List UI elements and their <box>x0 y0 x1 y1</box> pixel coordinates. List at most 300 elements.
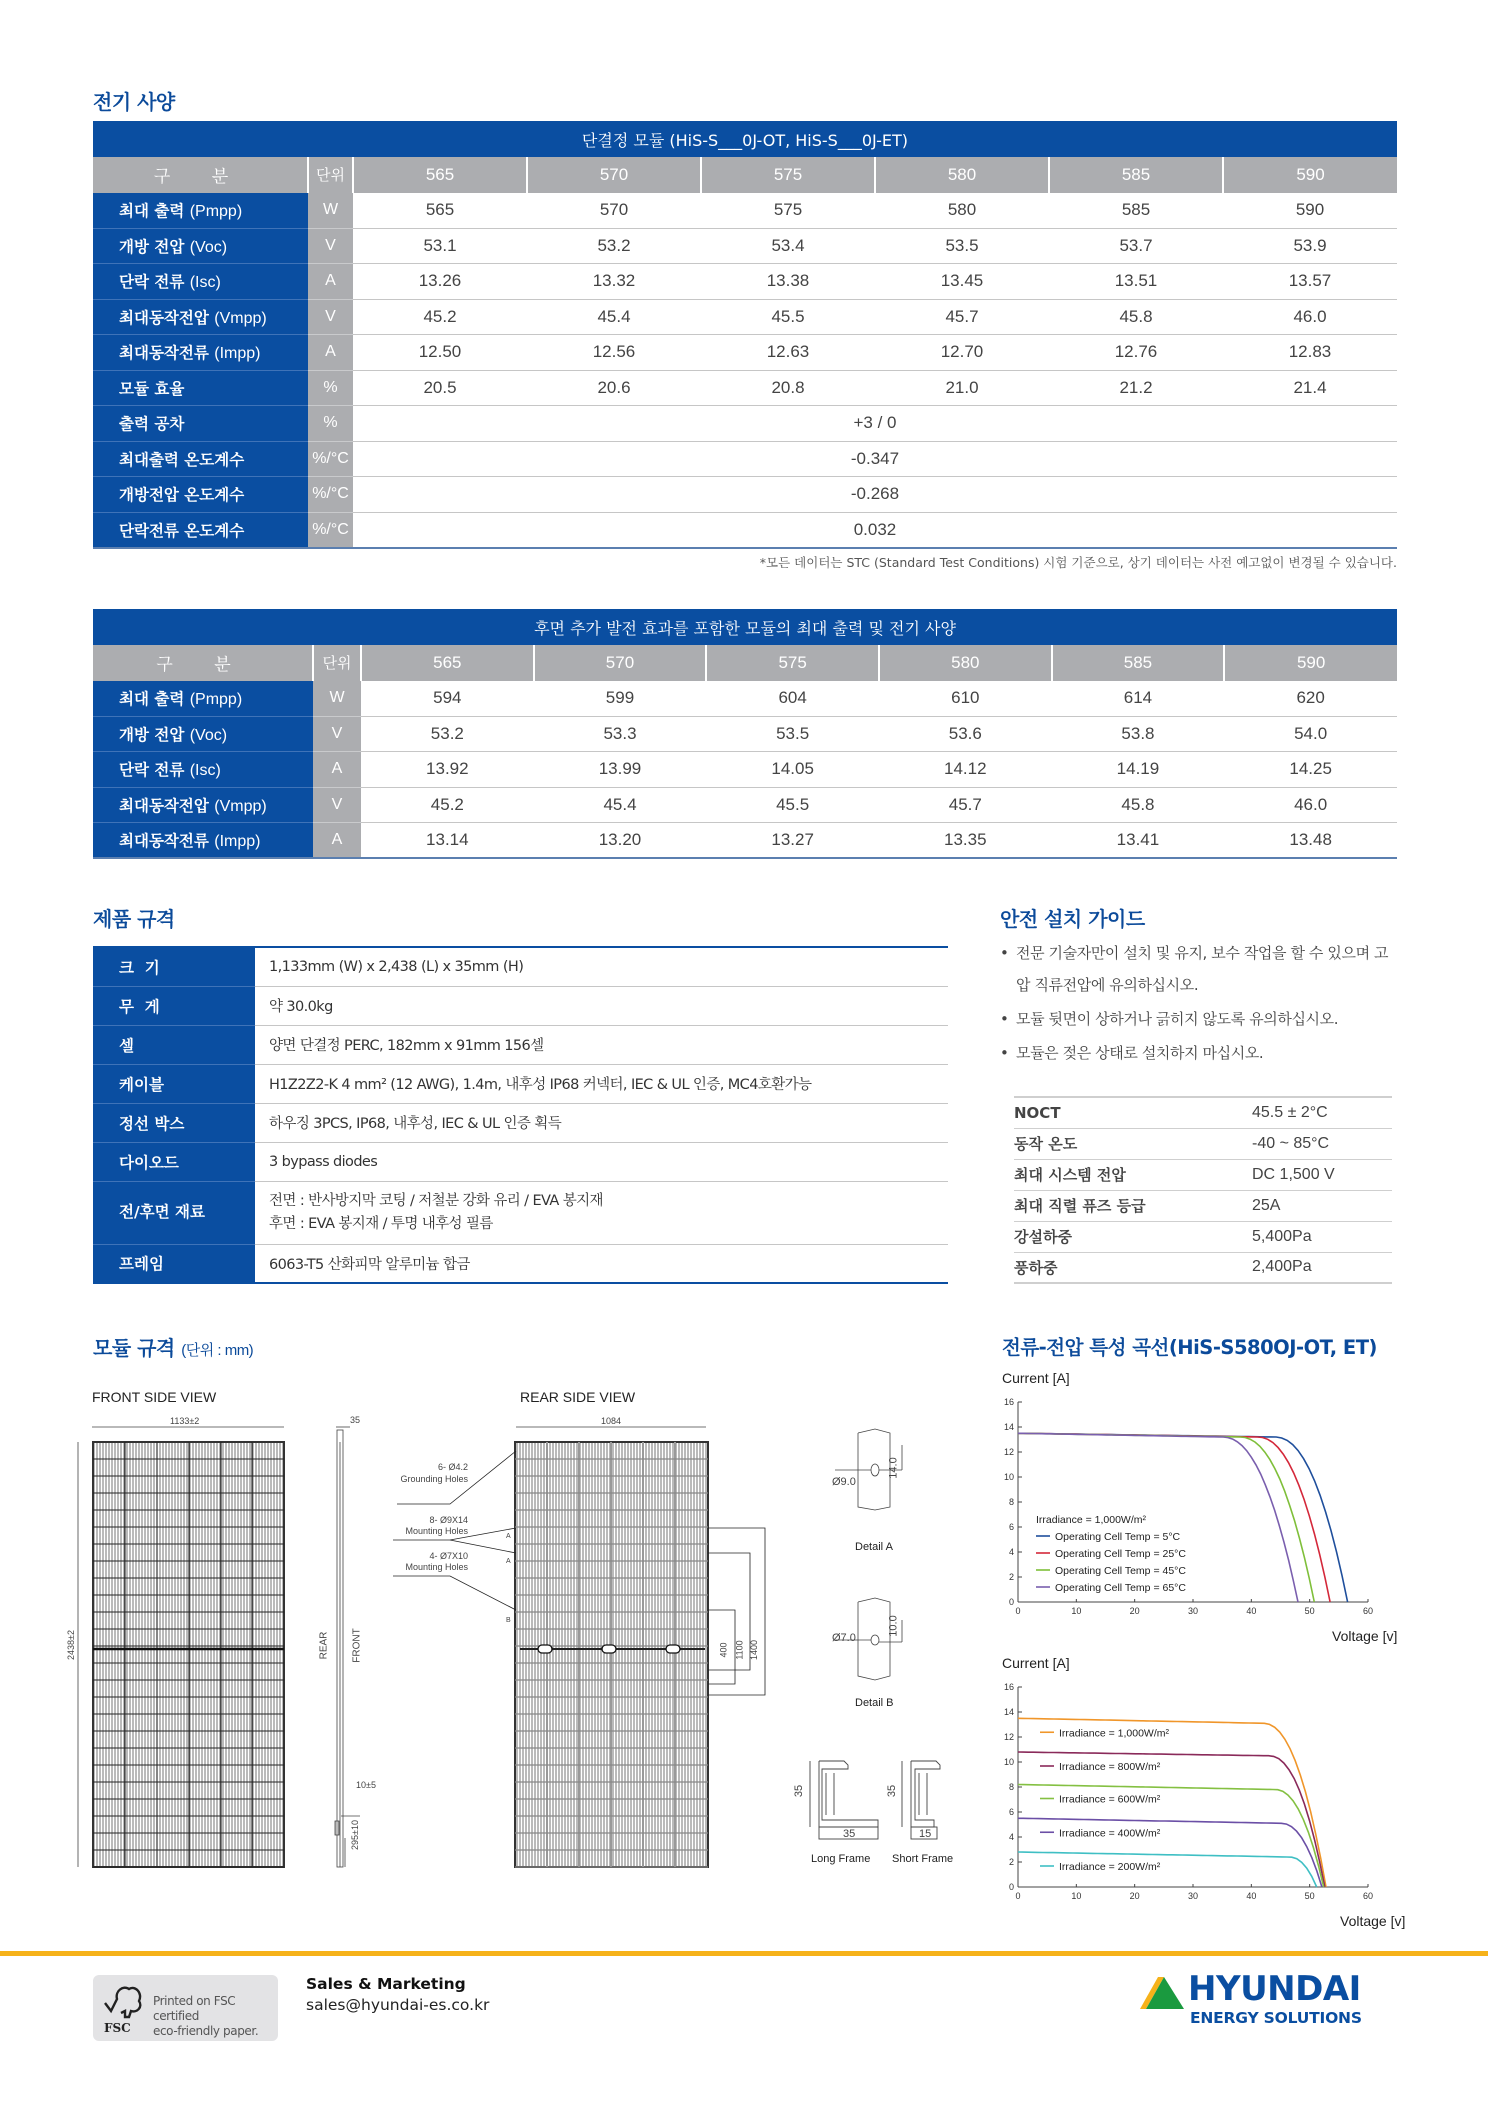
fsc-text-line2: eco-friendly paper. <box>153 2024 259 2038</box>
row-value: 45.7 <box>875 299 1049 335</box>
mount2-label: Mounting Holes <box>405 1562 468 1572</box>
row-value: 53.8 <box>1052 716 1225 752</box>
svg-text:12: 12 <box>1003 1447 1014 1457</box>
row-value: 21.4 <box>1223 370 1397 406</box>
safety-spec-table <box>1014 1096 1392 1284</box>
fsc-text-line1: Printed on FSC certified <box>153 1994 236 2023</box>
svg-text:2: 2 <box>1008 1572 1014 1582</box>
svg-text:16: 16 <box>1003 1682 1014 1692</box>
safety-value: DC 1,500 V <box>1252 1159 1392 1190</box>
fsc-badge <box>93 1975 278 2041</box>
header-category: 구 분 <box>93 645 313 681</box>
product-row <box>93 1025 948 1064</box>
module-drawing <box>60 1410 1000 1880</box>
cable-offset-dim: 10±5 <box>356 1780 376 1790</box>
module-drawing-title-text: 모듈 규격 <box>93 1336 175 1360</box>
row-value: 575 <box>701 193 875 229</box>
row-label-en: (Isc) <box>189 762 221 780</box>
chart1-xlabel: Voltage [v] <box>1332 1628 1398 1644</box>
product-key: 전/후면 재료 <box>93 1181 255 1244</box>
svg-text:Irradiance = 1,000W/m²: Irradiance = 1,000W/m² <box>1036 1514 1147 1526</box>
spec-row-merged <box>93 512 1397 548</box>
bifacial-spec-table <box>93 609 1397 859</box>
row-value: 590 <box>1223 193 1397 229</box>
row-value: 13.57 <box>1223 264 1397 300</box>
row-label-ko: 단락 전류 <box>119 761 185 780</box>
row-value: 53.5 <box>706 716 879 752</box>
table-banner: 후면 추가 발전 효과를 포함한 모듈의 최대 출력 및 전기 사양 <box>93 609 1397 645</box>
header-model: 575 <box>706 645 879 681</box>
detail-b-dia: Ø7.0 <box>832 1632 856 1644</box>
row-unit: %/°C <box>308 477 353 513</box>
iv-curve-title: 전류-전압 특성 곡선(HiS-S580OJ-OT, ET) <box>1002 1336 1377 1359</box>
row-label: 단락전류 온도계수 <box>93 512 308 548</box>
product-value: 양면 단결정 PERC, 182mm x 91mm 156셀 <box>255 1025 948 1064</box>
product-row <box>93 1103 948 1142</box>
svg-text:Irradiance = 1,000W/m²: Irradiance = 1,000W/m² <box>1059 1727 1170 1740</box>
rear-panel-drawing <box>393 1427 765 1867</box>
svg-text:30: 30 <box>1187 1891 1199 1901</box>
row-value: 13.27 <box>706 823 879 859</box>
row-value: -0.268 <box>353 477 1397 513</box>
rear-view-label: REAR SIDE VIEW <box>520 1389 636 1405</box>
row-unit: % <box>308 370 353 406</box>
row-value: 21.0 <box>875 370 1049 406</box>
row-label-ko: 최대동작전류 <box>119 344 209 363</box>
product-value: 3 bypass diodes <box>255 1142 948 1181</box>
front-width-dim: 1133±2 <box>170 1416 200 1426</box>
product-value-line1: 전면 : 반사방지막 코팅 / 저철분 강화 유리 / EVA 봉지재 <box>269 1192 603 1209</box>
svg-text:20: 20 <box>1129 1891 1140 1901</box>
row-label-en: (Voc) <box>189 238 228 256</box>
row-label-ko: 최대동작전류 <box>119 832 209 850</box>
row-value: -0.347 <box>353 441 1397 477</box>
long-frame-label: Long Frame <box>811 1853 871 1865</box>
svg-text:4: 4 <box>1008 1832 1014 1842</box>
product-key: 케이블 <box>93 1064 255 1103</box>
detail-b-len: 10.0 <box>887 1615 900 1637</box>
row-unit: A <box>313 752 361 788</box>
row-label-ko: 최대 출력 <box>119 690 185 708</box>
row-value: 53.2 <box>527 228 701 264</box>
iv-irradiance-chart <box>1000 1677 1410 1922</box>
row-value: 14.05 <box>706 752 879 788</box>
row-label-en: (Impp) <box>214 833 261 850</box>
row-value: 53.5 <box>875 228 1049 264</box>
row-value: 570 <box>527 193 701 229</box>
row-value: 585 <box>1049 193 1223 229</box>
front-height-dim: 2438±2 <box>65 1630 76 1660</box>
spec-row-merged <box>93 477 1397 513</box>
row-value: 12.63 <box>701 335 875 371</box>
header-model: 570 <box>534 645 707 681</box>
product-key: 정선 박스 <box>93 1103 255 1142</box>
svg-text:2: 2 <box>1008 1857 1014 1867</box>
safety-row <box>1014 1159 1392 1190</box>
svg-text:Irradiance = 200W/m²: Irradiance = 200W/m² <box>1059 1861 1161 1873</box>
safety-bullet: • 모듈 뒷면이 상하거나 긁히지 않도록 유의하십시오. <box>1000 1003 1400 1035</box>
safety-value: 25A <box>1252 1190 1392 1221</box>
row-value: 53.1 <box>353 228 527 264</box>
row-unit: V <box>313 716 361 752</box>
row-value: 20.5 <box>353 370 527 406</box>
header-model: 580 <box>879 645 1052 681</box>
row-label-en: (Voc) <box>189 726 228 744</box>
svg-text:10: 10 <box>1071 1891 1082 1901</box>
row-label-en: (Vmpp) <box>214 309 267 327</box>
rear-width-dim: 1084 <box>601 1416 622 1426</box>
safety-value: -40 ~ 85°C <box>1252 1128 1392 1159</box>
product-spec-title: 제품 규격 <box>93 907 175 931</box>
brand-subtitle: ENERGY SOLUTIONS <box>1190 2009 1362 2027</box>
spec-row <box>93 299 1397 335</box>
chart1-ylabel: Current [A] <box>1002 1370 1070 1386</box>
row-value: +3 / 0 <box>353 406 1397 442</box>
footer-accent-line <box>0 1951 1488 1956</box>
row-label-en: (Vmpp) <box>214 797 267 815</box>
header-unit: 단위 <box>313 645 361 681</box>
row-label-ko: 최대동작전압 <box>119 796 209 815</box>
module-drawing-title <box>93 1332 253 1361</box>
svg-text:Operating Cell Temp = 25°C: Operating Cell Temp = 25°C <box>1055 1548 1186 1560</box>
row-unit: V <box>308 299 353 335</box>
product-row <box>93 1142 948 1181</box>
product-row <box>93 947 948 986</box>
svg-text:Irradiance = 800W/m²: Irradiance = 800W/m² <box>1059 1761 1161 1773</box>
row-value: 53.6 <box>879 716 1052 752</box>
row-value: 53.7 <box>1049 228 1223 264</box>
svg-text:60: 60 <box>1362 1606 1374 1616</box>
unit-note: (단위 : mm) <box>181 1342 254 1359</box>
row-unit: %/°C <box>308 512 353 548</box>
svg-text:10: 10 <box>1003 1757 1014 1767</box>
row-value: 13.26 <box>353 264 527 300</box>
row-unit: A <box>308 264 353 300</box>
safety-guide-list <box>1000 937 1400 1069</box>
spec-row-merged <box>93 406 1397 442</box>
svg-text:40: 40 <box>1246 1606 1257 1616</box>
row-value: 45.2 <box>353 299 527 335</box>
svg-text:Irradiance = 400W/m²: Irradiance = 400W/m² <box>1059 1827 1161 1840</box>
safety-key: 최대 직렬 퓨즈 등급 <box>1014 1190 1252 1221</box>
row-value: 45.4 <box>534 787 707 823</box>
svg-text:Operating Cell Temp = 65°C: Operating Cell Temp = 65°C <box>1055 1582 1186 1594</box>
spec-row <box>93 264 1397 300</box>
fsc-tree-icon <box>101 1981 145 2035</box>
long-frame-w: 35 <box>843 1828 856 1840</box>
row-label <box>93 823 313 859</box>
detail-a-len: 14.0 <box>887 1457 900 1479</box>
row-value: 54.0 <box>1224 716 1397 752</box>
row-value: 12.70 <box>875 335 1049 371</box>
safety-value: 45.5 ± 2°C <box>1252 1097 1392 1128</box>
product-row <box>93 1064 948 1103</box>
header-model: 565 <box>353 157 527 193</box>
product-key: 셀 <box>93 1025 255 1064</box>
header-model: 580 <box>875 157 1049 193</box>
row-label-ko: 개방 전압 <box>119 725 185 744</box>
row-label: 최대출력 온도계수 <box>93 441 308 477</box>
spacing-400: 400 <box>718 1642 729 1658</box>
header-category: 구 분 <box>93 157 308 193</box>
svg-text:Operating Cell Temp = 45°C: Operating Cell Temp = 45°C <box>1055 1565 1186 1577</box>
svg-text:6: 6 <box>1008 1522 1014 1532</box>
row-unit: V <box>308 228 353 264</box>
svg-text:0: 0 <box>1015 1891 1021 1901</box>
product-spec-table <box>93 946 948 1284</box>
row-value: 45.4 <box>527 299 701 335</box>
spec-row <box>93 228 1397 264</box>
product-value: 약 30.0kg <box>255 986 948 1025</box>
row-value: 53.4 <box>701 228 875 264</box>
row-value: 620 <box>1224 681 1397 717</box>
row-label-ko: 최대 출력 <box>119 202 185 220</box>
spec-row <box>93 370 1397 406</box>
row-label <box>93 370 308 406</box>
row-value: 14.12 <box>879 752 1052 788</box>
row-value: 13.92 <box>361 752 534 788</box>
row-label-en: (Impp) <box>214 345 261 363</box>
header-model: 570 <box>527 157 701 193</box>
fsc-mark: FSC <box>104 2021 131 2035</box>
brand-name: HYUNDAI <box>1188 1969 1361 2009</box>
row-value: 13.51 <box>1049 264 1223 300</box>
row-value: 46.0 <box>1223 299 1397 335</box>
safety-key: 최대 시스템 전압 <box>1014 1159 1252 1190</box>
safety-key: NOCT <box>1014 1097 1252 1128</box>
hyundai-triangle-icon <box>1140 1975 1188 2009</box>
row-value: 45.2 <box>361 787 534 823</box>
spec-row <box>93 823 1397 859</box>
product-value-line2: 후면 : EVA 봉지재 / 투명 내후성 필름 <box>269 1215 493 1232</box>
row-value: 53.9 <box>1223 228 1397 264</box>
row-label <box>93 335 308 371</box>
row-value: 13.32 <box>527 264 701 300</box>
row-label: 출력 공차 <box>93 406 308 442</box>
row-unit: % <box>308 406 353 442</box>
product-value: 6063-T5 산화피막 알루미늄 합금 <box>255 1244 948 1283</box>
row-label: 개방전압 온도계수 <box>93 477 308 513</box>
safety-row <box>1014 1252 1392 1283</box>
row-value: 13.20 <box>534 823 707 859</box>
row-unit: %/°C <box>308 441 353 477</box>
detail-b-label: Detail B <box>855 1697 894 1709</box>
row-value: 13.14 <box>361 823 534 859</box>
marker-a: A <box>506 1533 511 1540</box>
row-value: 14.25 <box>1224 752 1397 788</box>
svg-text:Operating Cell Temp = 5°C: Operating Cell Temp = 5°C <box>1055 1531 1181 1543</box>
row-value: 53.3 <box>534 716 707 752</box>
row-value: 20.6 <box>527 370 701 406</box>
row-label <box>93 752 313 788</box>
product-key: 무 게 <box>93 986 255 1025</box>
row-value: 12.83 <box>1223 335 1397 371</box>
safety-value: 2,400Pa <box>1252 1252 1392 1283</box>
row-label <box>93 716 313 752</box>
row-value: 13.38 <box>701 264 875 300</box>
cable-length-dim: 295±10 <box>349 1820 360 1850</box>
row-label-ko: 모듈 효율 <box>119 379 185 398</box>
row-value: 20.8 <box>701 370 875 406</box>
product-key: 크 기 <box>93 947 255 986</box>
side-front-label: FRONT <box>351 1628 363 1663</box>
mount2-spec: 4- Ø7X10 <box>429 1551 468 1561</box>
safety-row <box>1014 1097 1392 1128</box>
product-row <box>93 1244 948 1283</box>
electrical-spec-table <box>93 121 1397 549</box>
product-row <box>93 986 948 1025</box>
row-unit: W <box>313 681 361 717</box>
row-unit: A <box>308 335 353 371</box>
svg-text:50: 50 <box>1304 1606 1315 1616</box>
row-value: 46.0 <box>1224 787 1397 823</box>
contact-title: Sales & Marketing <box>306 1975 466 1993</box>
svg-text:8: 8 <box>1008 1497 1014 1507</box>
mount1-spec: 8- Ø9X14 <box>429 1515 468 1525</box>
svg-text:6: 6 <box>1008 1807 1014 1817</box>
safety-row <box>1014 1190 1392 1221</box>
electrical-spec-title: 전기 사양 <box>93 90 175 114</box>
grounding-label: Grounding Holes <box>400 1474 468 1484</box>
side-thickness-dim: 35 <box>350 1415 361 1425</box>
row-value: 599 <box>534 681 707 717</box>
row-label <box>93 264 308 300</box>
row-value: 14.19 <box>1052 752 1225 788</box>
row-value: 21.2 <box>1049 370 1223 406</box>
front-panel-drawing <box>78 1427 284 1867</box>
chart2-ylabel: Current [A] <box>1002 1655 1070 1671</box>
row-label-ko: 최대동작전압 <box>119 308 209 327</box>
row-value: 45.8 <box>1052 787 1225 823</box>
product-value: 1,133mm (W) x 2,438 (L) x 35mm (H) <box>255 947 948 986</box>
product-value: H1Z2Z2-K 4 mm² (12 AWG), 1.4m, 내후성 IP68 커넥터, IEC & UL 인증, MC4호환가능 <box>255 1064 948 1103</box>
row-label <box>93 228 308 264</box>
side-rear-label: REAR <box>318 1631 330 1660</box>
row-value: 13.48 <box>1224 823 1397 859</box>
chart2-xlabel: Voltage [v] <box>1340 1913 1406 1929</box>
svg-text:50: 50 <box>1304 1891 1315 1901</box>
row-unit: A <box>313 823 361 859</box>
product-key: 다이오드 <box>93 1142 255 1181</box>
safety-row <box>1014 1128 1392 1159</box>
spacing-1100: 1100 <box>734 1640 745 1660</box>
spec-row <box>93 335 1397 371</box>
svg-text:14: 14 <box>1003 1707 1014 1717</box>
row-value: 45.5 <box>701 299 875 335</box>
spec-row <box>93 193 1397 229</box>
svg-text:10: 10 <box>1071 1606 1082 1616</box>
product-key: 프레임 <box>93 1244 255 1283</box>
row-label-ko: 개방 전압 <box>119 237 185 256</box>
row-value: 45.5 <box>706 787 879 823</box>
stc-note: *모든 데이터는 STC (Standard Test Conditions) 시험 기준으로, 상기 데이터는 사전 예고없이 변경될 수 있습니다. <box>759 555 1397 570</box>
svg-text:4: 4 <box>1008 1547 1014 1557</box>
svg-text:14: 14 <box>1003 1422 1014 1432</box>
svg-text:60: 60 <box>1362 1891 1374 1901</box>
row-value: 12.50 <box>353 335 527 371</box>
product-value <box>255 1181 948 1244</box>
row-value: 604 <box>706 681 879 717</box>
grounding-spec: 6- Ø4.2 <box>437 1462 468 1472</box>
header-model: 585 <box>1049 157 1223 193</box>
row-label <box>93 193 308 229</box>
row-value: 594 <box>361 681 534 717</box>
header-unit: 단위 <box>308 157 353 193</box>
spec-row <box>93 681 1397 717</box>
marker-a: A <box>506 1558 511 1565</box>
row-label <box>93 299 308 335</box>
safety-row <box>1014 1221 1392 1252</box>
row-label-ko: 단락 전류 <box>119 273 185 292</box>
safety-key: 동작 온도 <box>1014 1128 1252 1159</box>
marker-b: B <box>506 1617 511 1624</box>
header-model: 575 <box>701 157 875 193</box>
svg-text:8: 8 <box>1008 1782 1014 1792</box>
spacing-1400: 1400 <box>749 1639 760 1661</box>
row-value: 53.2 <box>361 716 534 752</box>
row-value: 610 <box>879 681 1052 717</box>
row-value: 13.41 <box>1052 823 1225 859</box>
contact-email[interactable]: sales@hyundai-es.co.kr <box>306 1996 490 2014</box>
header-model: 565 <box>361 645 534 681</box>
mount1-label: Mounting Holes <box>405 1526 468 1536</box>
svg-text:16: 16 <box>1003 1397 1014 1407</box>
safety-bullet: • 전문 기술자만이 설치 및 유지, 보수 작업을 할 수 있으며 고압 직류전압에 유의하십시오. <box>1000 937 1400 1001</box>
row-value: 0.032 <box>353 512 1397 548</box>
row-value: 614 <box>1052 681 1225 717</box>
row-value: 13.99 <box>534 752 707 788</box>
short-frame-w: 15 <box>919 1828 932 1840</box>
header-model: 590 <box>1223 157 1397 193</box>
row-value: 13.35 <box>879 823 1052 859</box>
svg-text:12: 12 <box>1003 1732 1014 1742</box>
iv-temp-chart <box>1000 1392 1410 1637</box>
header-model: 590 <box>1224 645 1397 681</box>
safety-key: 강설하중 <box>1014 1221 1252 1252</box>
detail-a-dia: Ø9.0 <box>832 1476 856 1488</box>
product-row <box>93 1181 948 1244</box>
row-value: 13.45 <box>875 264 1049 300</box>
safety-key: 풍하중 <box>1014 1252 1252 1283</box>
row-unit: W <box>308 193 353 229</box>
table-banner: 단결정 모듈 (HiS-S___0J-OT, HiS-S___0J-ET) <box>93 121 1397 157</box>
front-view-label: FRONT SIDE VIEW <box>92 1389 217 1405</box>
row-label <box>93 681 313 717</box>
svg-text:Irradiance = 600W/m²: Irradiance = 600W/m² <box>1059 1793 1161 1806</box>
row-label-en: (Isc) <box>189 274 221 292</box>
spec-row <box>93 752 1397 788</box>
row-value: 45.7 <box>879 787 1052 823</box>
safety-guide-title: 안전 설치 가이드 <box>1000 907 1145 931</box>
spec-row <box>93 787 1397 823</box>
long-frame-h: 35 <box>793 1784 806 1798</box>
svg-text:0: 0 <box>1008 1597 1014 1607</box>
row-label <box>93 787 313 823</box>
safety-bullet: • 모듈은 젖은 상태로 설치하지 마십시오. <box>1000 1037 1400 1069</box>
row-value: 580 <box>875 193 1049 229</box>
svg-text:0: 0 <box>1015 1606 1021 1616</box>
svg-text:0: 0 <box>1008 1882 1014 1892</box>
short-frame-h: 35 <box>886 1784 899 1798</box>
detail-a-label: Detail A <box>855 1541 893 1553</box>
row-value: 45.8 <box>1049 299 1223 335</box>
row-unit: V <box>313 787 361 823</box>
spec-row <box>93 716 1397 752</box>
row-value: 565 <box>353 193 527 229</box>
svg-text:30: 30 <box>1187 1606 1199 1616</box>
header-model: 585 <box>1052 645 1225 681</box>
short-frame-label: Short Frame <box>892 1853 954 1865</box>
